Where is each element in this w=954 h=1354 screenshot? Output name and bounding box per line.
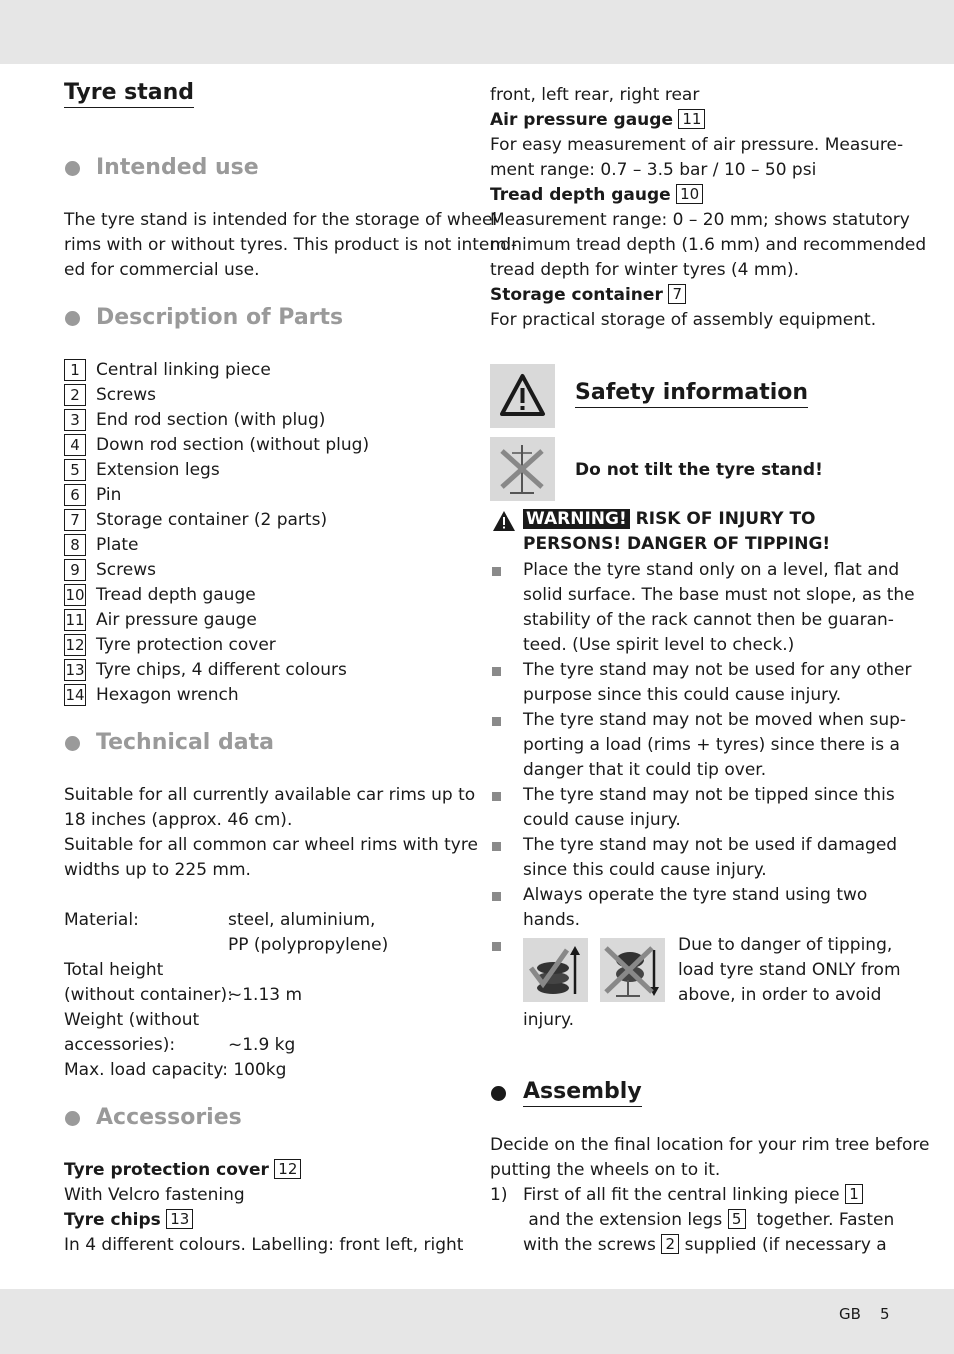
- technical-heading: Technical data: [96, 730, 274, 755]
- air-text: [490, 133, 903, 183]
- text-line: For easy measurement of air pressure. Measure-: [490, 135, 904, 155]
- assembly-heading: Assembly: [523, 1079, 642, 1107]
- chips-title: [64, 1208, 193, 1233]
- part-label: Storage container (2 parts): [96, 510, 328, 530]
- text-line: Place the tyre stand only on a level, flat and: [523, 560, 900, 580]
- air-title: [490, 108, 705, 133]
- text-line: ed for commercial use.: [64, 260, 260, 280]
- tread-title: [490, 183, 703, 208]
- weight-value: ~1.9 kg: [228, 1035, 296, 1055]
- safety-bullet: [490, 708, 915, 783]
- height-label: Total height: [64, 960, 164, 980]
- part-label: Down rod section (without plug): [96, 435, 370, 455]
- part-number: 8: [64, 534, 86, 556]
- text-line: putting the wheels on to it.: [490, 1160, 721, 1180]
- text-line: tread depth for winter tyres (4 mm).: [490, 260, 800, 280]
- no-tilt-icon: [490, 437, 555, 501]
- no-side-load-icon: [600, 938, 665, 1002]
- text-line: The tyre stand is intended for the storage of wheel: [64, 210, 498, 230]
- intended-use-heading: Intended use: [96, 155, 259, 180]
- text-line: teed. (Use spirit level to check.): [523, 635, 795, 655]
- bullet-square-icon: [492, 892, 501, 901]
- text-line: purpose since this could cause injury.: [523, 685, 842, 705]
- part-label: Pin: [96, 485, 122, 505]
- step1-line3: [523, 1233, 887, 1258]
- footer-page-number: 5: [880, 1305, 890, 1323]
- text-line: rims with or without tyres. This product is not intend-: [64, 235, 518, 255]
- no-tilt-text: Do not tilt the tyre stand!: [575, 460, 823, 480]
- part-label: Screws: [96, 385, 156, 405]
- part-ref: 7: [668, 284, 686, 304]
- part-number: 7: [64, 509, 86, 531]
- text-line: Suitable for all currently available car rims up to: [64, 785, 476, 805]
- part-ref: 13: [166, 1209, 193, 1229]
- material-value: PP (polypropylene): [228, 935, 389, 955]
- cover-text: With Velcro fastening: [64, 1185, 245, 1205]
- part-number: 5: [64, 459, 86, 481]
- warning-label: WARNING!: [523, 509, 630, 529]
- tread-title-text: Tread depth gauge: [490, 185, 671, 205]
- text-line: stability of the rack cannot then be guaran-: [523, 610, 894, 630]
- part-label: Tread depth gauge: [96, 585, 256, 605]
- footer-lang: GB: [839, 1305, 861, 1323]
- text-line: The tyre stand may not be used for any other: [523, 660, 912, 680]
- warning-small-icon: [492, 510, 516, 536]
- height-value: ~1.13 m: [228, 985, 303, 1005]
- weight-label: accessories):: [64, 1035, 176, 1055]
- material-value: steel, aluminium,: [228, 910, 376, 930]
- chips-title-text: Tyre chips: [64, 1210, 161, 1230]
- step-text: First of all fit the central linking piece: [523, 1185, 840, 1205]
- text-line: above, in order to avoid: [678, 985, 882, 1005]
- text-line: Decide on the final location for your rim tree before: [490, 1135, 930, 1155]
- part-label: Plate: [96, 535, 139, 555]
- last-bullet-text: [678, 933, 901, 1008]
- part-ref: 11: [678, 109, 705, 129]
- safety-bullet: [490, 558, 915, 658]
- part-number: 14: [65, 686, 85, 704]
- storage-title-text: Storage container: [490, 285, 663, 305]
- header-band: [0, 0, 954, 64]
- text-line: The tyre stand may not be moved when sup-: [523, 710, 907, 730]
- part-number: 6: [64, 484, 86, 506]
- text-line: Due to danger of tipping,: [678, 935, 893, 955]
- text-line: porting a load (rims + tyres) since there is a: [523, 735, 900, 755]
- height-label: (without container):: [64, 985, 233, 1005]
- part-number: 9: [64, 559, 86, 581]
- text-line: could cause injury.: [523, 810, 681, 830]
- bullet-square-icon: [492, 792, 501, 801]
- bullet-square-icon: [492, 667, 501, 676]
- part-number: 3: [64, 409, 86, 431]
- part-ref: 2: [661, 1234, 679, 1254]
- max-load: Max. load capacity: 100kg: [64, 1060, 287, 1080]
- step1-line1: [523, 1183, 863, 1208]
- warning-line-2: PERSONS! DANGER OF TIPPING!: [523, 534, 831, 554]
- part-label: Central linking piece: [96, 360, 271, 380]
- chips-text-cont: front, left rear, right rear: [490, 85, 700, 105]
- text-line: Suitable for all common car wheel rims with tyre: [64, 835, 478, 855]
- step-text: supplied (if necessary a: [684, 1235, 887, 1255]
- text-line: widths up to 225 mm.: [64, 860, 251, 880]
- bullet-square-icon: [492, 717, 501, 726]
- page-title: Tyre stand: [64, 80, 194, 108]
- warning-line: [523, 507, 816, 532]
- section-bullet-icon: [65, 311, 80, 326]
- text-line: since this could cause injury.: [523, 860, 767, 880]
- safety-bullet: [490, 658, 915, 708]
- warning-triangle-icon: [490, 364, 555, 428]
- text-line: The tyre stand may not be tipped since this: [523, 785, 895, 805]
- tread-text: [490, 208, 926, 283]
- text-line: minimum tread depth (1.6 mm) and recommended: [490, 235, 927, 255]
- section-bullet-icon: [65, 161, 80, 176]
- part-label: End rod section (with plug): [96, 410, 326, 430]
- text-line: Measurement range: 0 – 20 mm; shows statutory: [490, 210, 910, 230]
- chips-text: In 4 different colours. Labelling: front left, right: [64, 1235, 464, 1255]
- safety-heading: Safety information: [575, 380, 808, 408]
- part-label: Screws: [96, 560, 156, 580]
- part-number: 11: [65, 611, 85, 629]
- part-number: 1: [64, 359, 86, 381]
- step-number: 1): [490, 1185, 508, 1205]
- text-line: Always operate the tyre stand using two: [523, 885, 868, 905]
- intended-use-text: [64, 208, 517, 283]
- assembly-intro: [490, 1133, 929, 1183]
- bullet-square-icon: [492, 567, 501, 576]
- part-label: Hexagon wrench: [96, 685, 239, 705]
- text-line: The tyre stand may not be used if damaged: [523, 835, 898, 855]
- text-line: load tyre stand ONLY from: [678, 960, 901, 980]
- bullet-square-icon: [492, 842, 501, 851]
- cover-title: [64, 1158, 301, 1183]
- part-ref: 10: [676, 184, 703, 204]
- text-line: solid surface. The base must not slope, as the: [523, 585, 915, 605]
- part-number: 10: [65, 586, 85, 604]
- part-label: Air pressure gauge: [96, 610, 257, 630]
- text-line: danger that it could tip over.: [523, 760, 767, 780]
- air-title-text: Air pressure gauge: [490, 110, 673, 130]
- part-ref: 5: [728, 1209, 746, 1229]
- footer-band: [0, 1289, 954, 1354]
- accessories-heading: Accessories: [96, 1105, 242, 1130]
- part-number: 2: [64, 384, 86, 406]
- safety-bullet: [490, 833, 915, 883]
- text-line: ment range: 0.7 – 3.5 bar / 10 – 50 psi: [490, 160, 817, 180]
- step-text: and the extension legs: [528, 1210, 723, 1230]
- load-from-above-icon: [523, 938, 588, 1002]
- material-label: Material:: [64, 910, 139, 930]
- part-number: 12: [65, 636, 85, 654]
- part-label: Tyre chips, 4 different colours: [96, 660, 347, 680]
- section-bullet-icon: [491, 1086, 506, 1101]
- part-label: Extension legs: [96, 460, 220, 480]
- part-number: 4: [64, 434, 86, 456]
- step-text: with the screws: [523, 1235, 656, 1255]
- text-line: 18 inches (approx. 46 cm).: [64, 810, 293, 830]
- parts-heading: Description of Parts: [96, 305, 344, 330]
- last-bullet-text-end: injury.: [523, 1010, 575, 1030]
- storage-title: [490, 283, 686, 308]
- part-ref: 12: [274, 1159, 301, 1179]
- step1-line2: [523, 1208, 894, 1233]
- part-number: 13: [65, 661, 85, 679]
- safety-bullet: [490, 883, 915, 933]
- part-ref: 1: [845, 1184, 863, 1204]
- warning-text: RISK OF INJURY TO: [629, 509, 816, 529]
- section-bullet-icon: [65, 736, 80, 751]
- step-text: together. Fasten: [756, 1210, 895, 1230]
- part-label: Tyre protection cover: [96, 635, 276, 655]
- weight-label: Weight (without: [64, 1010, 200, 1030]
- cover-title-text: Tyre protection cover: [64, 1160, 269, 1180]
- safety-bullet: [490, 783, 915, 833]
- section-bullet-icon: [65, 1111, 80, 1126]
- text-line: hands.: [523, 910, 581, 930]
- technical-text: [64, 783, 478, 883]
- bullet-square-icon: [492, 942, 501, 951]
- storage-text: For practical storage of assembly equipment.: [490, 310, 877, 330]
- safety-bullets: [490, 558, 915, 933]
